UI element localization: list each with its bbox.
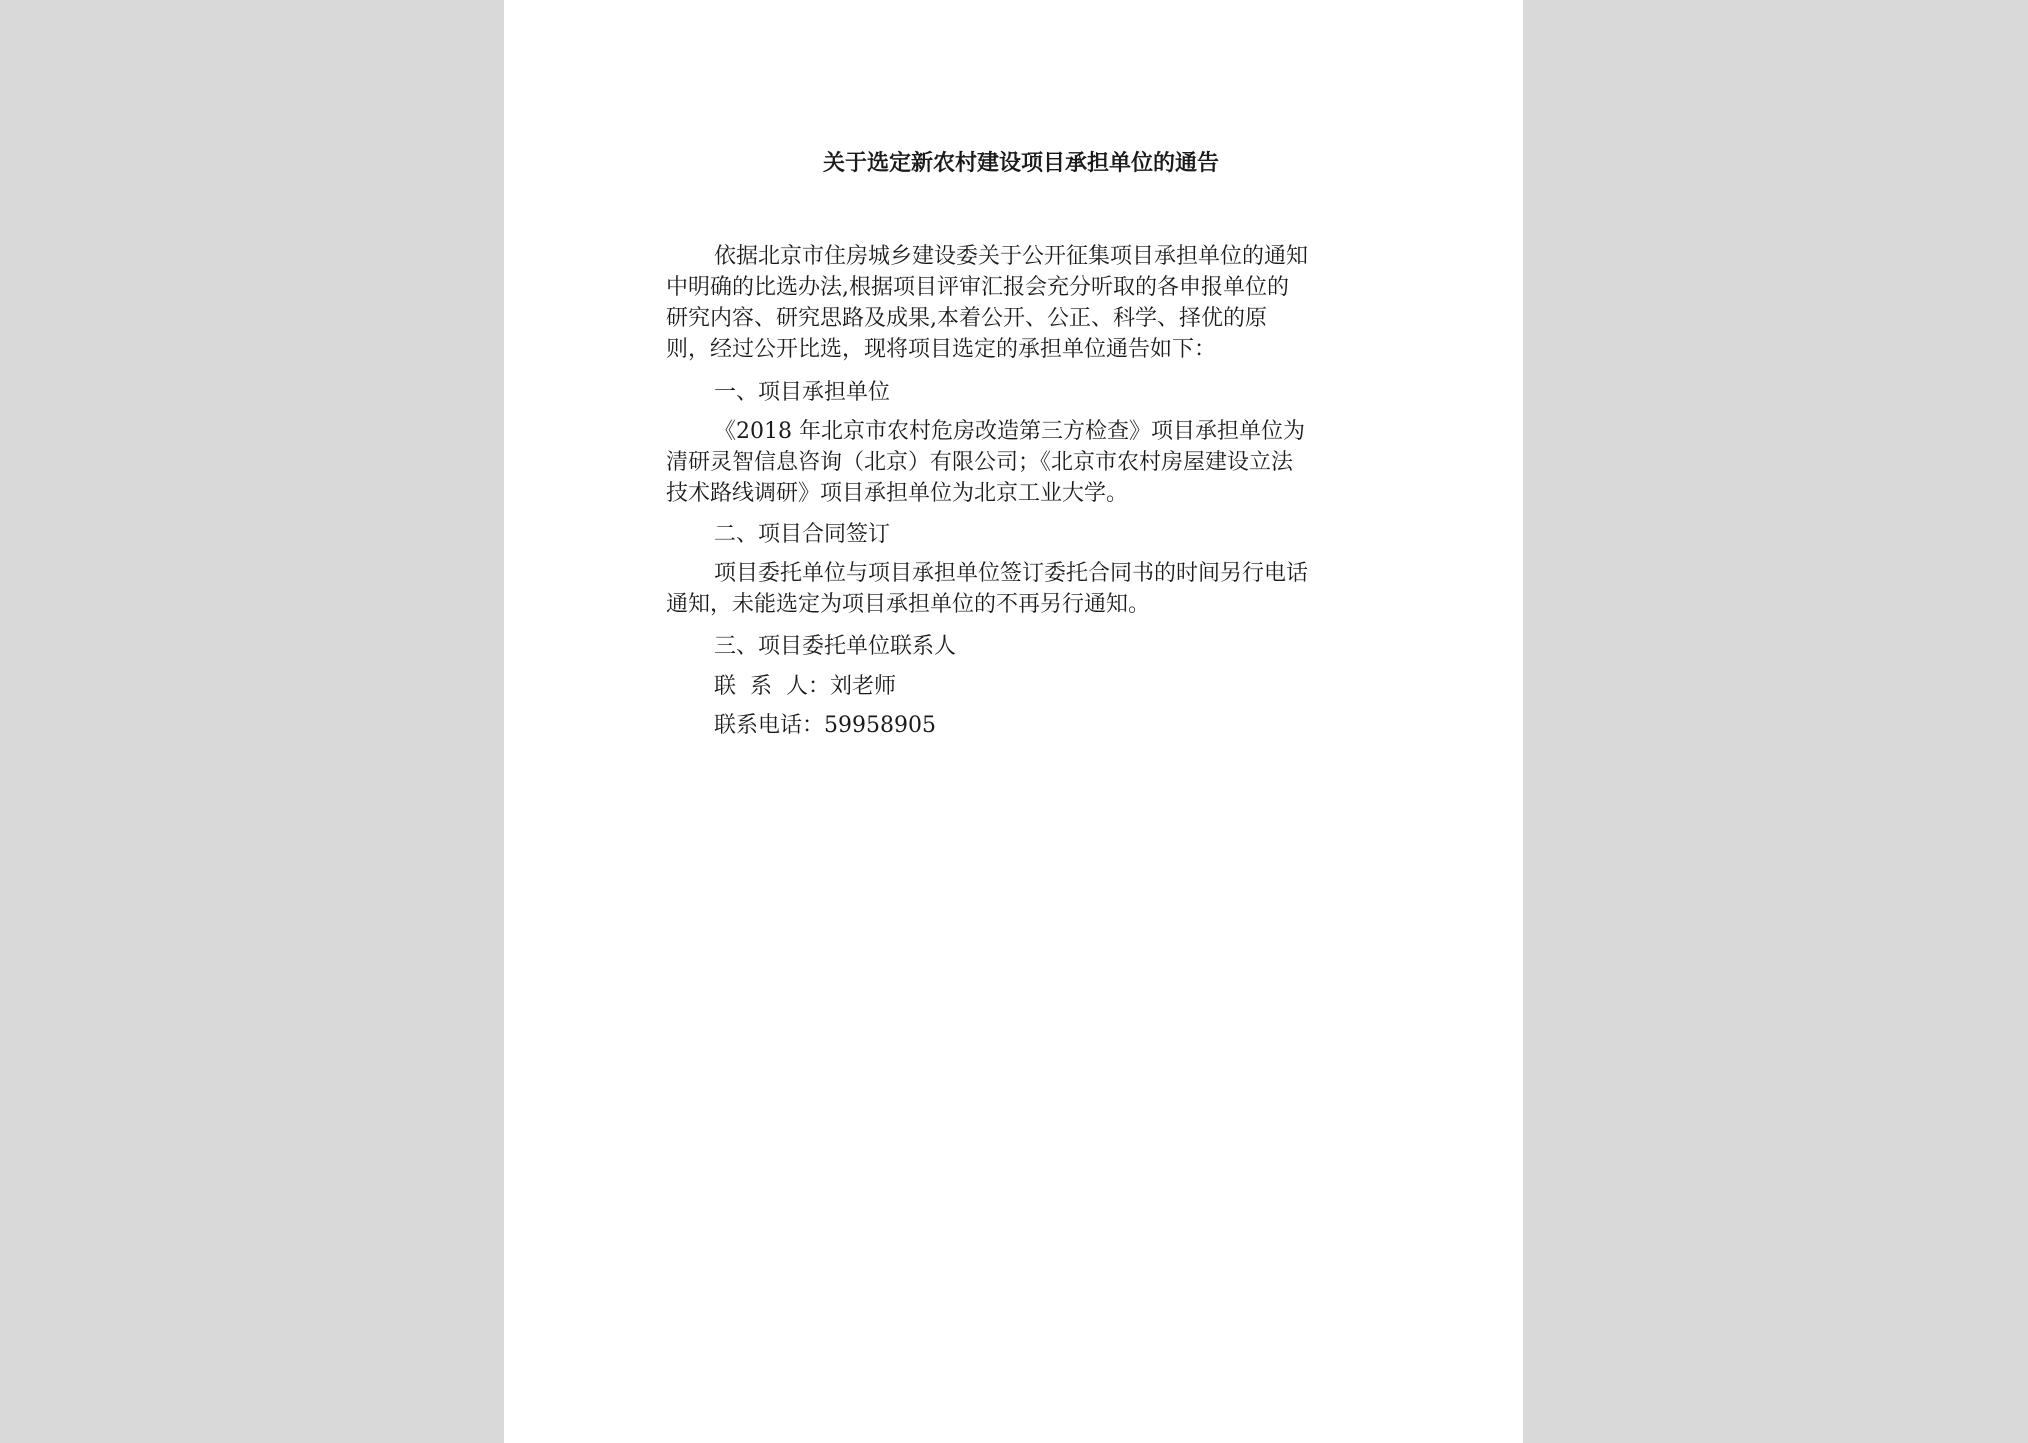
- contact-phone-text: 联系电话：59958905: [714, 713, 936, 738]
- section3-heading: [666, 631, 1372, 662]
- section2-line: 通知，未能选定为项目承担单位的不再另行通知。: [666, 592, 1151, 617]
- section1-line: 技术路线调研》项目承担单位为北京工业大学。: [666, 481, 1129, 506]
- section1-paragraph: [666, 416, 1372, 509]
- section-heading: 三、项目委托单位联系人: [714, 634, 957, 659]
- section2-line: 项目委托单位与项目承担单位签订委托合同书的时间另行电话: [714, 561, 1309, 586]
- intro-line: 依据北京市住房城乡建设委关于公开征集项目承担单位的通知: [714, 244, 1309, 269]
- intro-line: 中明确的比选办法,根据项目评审汇报会充分听取的各申报单位的: [666, 275, 1289, 300]
- contact-phone: [666, 710, 1372, 741]
- document-title: 关于选定新农村建设项目承担单位的通告: [822, 150, 1219, 176]
- section2-heading: [666, 519, 1372, 550]
- intro-paragraph: [666, 241, 1372, 365]
- contact-person: [666, 671, 1372, 702]
- section2-paragraph: [666, 558, 1372, 620]
- document-page: [504, 0, 1523, 1443]
- intro-line: 研究内容、研究思路及成果,本着公开、公正、科学、择优的原: [666, 306, 1267, 331]
- section1-line: 清研灵智信息咨询（北京）有限公司；《北京市农村房屋建设立法: [666, 450, 1294, 475]
- intro-line: 则，经过公开比选，现将项目选定的承担单位通告如下：: [666, 337, 1217, 362]
- section1-line: 《2018 年北京市农村危房改造第三方检查》项目承担单位为: [714, 419, 1305, 444]
- section-heading: 二、项目合同签订: [714, 522, 891, 547]
- contact-person-text: 联 系 人：刘老师: [714, 674, 896, 699]
- section-heading: 一、项目承担单位: [714, 380, 891, 405]
- section1-heading: [666, 377, 1372, 408]
